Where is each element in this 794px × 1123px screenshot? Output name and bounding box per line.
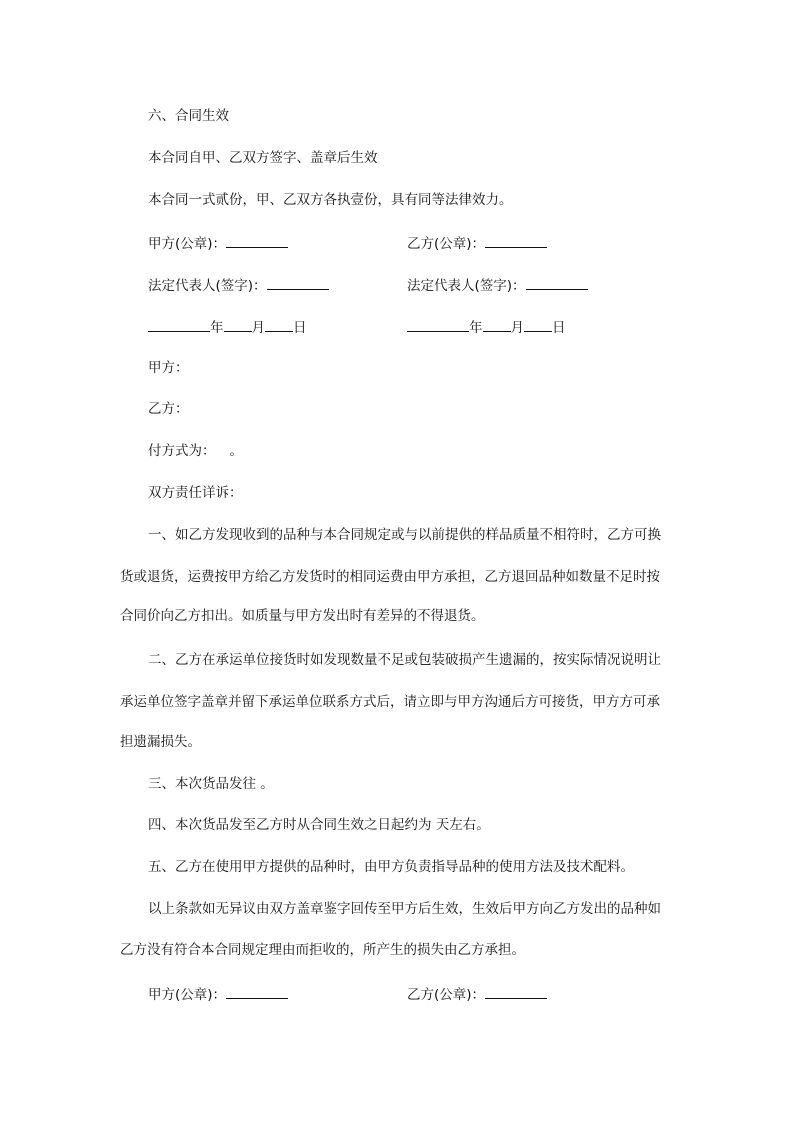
party-a-seal-row [148, 233, 288, 253]
party-a-label: 甲方： [148, 360, 189, 376]
party-a-rep-blank [267, 275, 329, 290]
party-b-rep-blank [526, 275, 588, 290]
party-b-seal-blank [485, 233, 547, 248]
day-label: 日 [552, 320, 566, 336]
party-b-label: 乙方： [148, 401, 189, 417]
payment-method [148, 442, 243, 460]
party-a-date-row [148, 317, 307, 337]
payment-label: 付方式为： [148, 443, 216, 459]
year-label: 年 [210, 320, 224, 336]
party-b-date-row [407, 317, 566, 337]
day-blank [524, 317, 552, 332]
bottom-party-a-seal-row [148, 984, 288, 1004]
party-b-rep-label: 法定代表人(签字)： [407, 278, 526, 294]
bottom-party-b-seal-row [407, 984, 547, 1004]
month-blank [224, 317, 252, 332]
year-blank [148, 317, 210, 332]
month-blank [483, 317, 511, 332]
duty-item-2-line-3: 担遗漏损失。 [120, 734, 201, 750]
duty-item-2-line-2: 承运单位签字盖章并留下承运单位联系方式后，请立即与甲方沟通后方可接货，甲方方可承 [120, 694, 660, 710]
copies-clause: 本合同一式贰份，甲、乙双方各执壹份，具有同等法律效力。 [148, 192, 513, 208]
party-a-rep-label: 法定代表人(签字)： [148, 278, 267, 294]
party-b-seal-row [407, 233, 547, 253]
bottom-party-a-seal-blank [226, 984, 288, 999]
party-a-rep-row [148, 275, 329, 295]
duty-item-1-line-3: 合同价向乙方扣出。如质量与甲方发出时有差异的不得退货。 [120, 608, 485, 624]
year-blank [407, 317, 469, 332]
party-b-seal-label: 乙方(公章)： [407, 236, 486, 252]
party-b-rep-row [407, 275, 588, 295]
bottom-party-b-seal-blank [485, 984, 547, 999]
effective-clause: 本合同自甲、乙双方签字、盖章后生效 [148, 150, 378, 166]
bottom-party-a-seal-label: 甲方(公章)： [148, 987, 227, 1003]
year-label: 年 [469, 320, 483, 336]
bottom-party-b-seal-label: 乙方(公章)： [407, 987, 486, 1003]
party-a-seal-label: 甲方(公章)： [148, 236, 227, 252]
duty-item-2-line-1: 二、乙方在承运单位接货时如发现数量不足或包装破损产生遗漏的，按实际情况说明让 [148, 652, 661, 668]
day-blank [265, 317, 293, 332]
duty-item-5: 五、乙方在使用甲方提供的品种时，由甲方负责指导品种的使用方法及技术配料。 [148, 859, 634, 875]
closing-line-2: 乙方没有符合本合同规定理由而拒收的，所产生的损失由乙方承担。 [120, 942, 525, 958]
day-label: 日 [293, 320, 307, 336]
duty-item-1-line-2: 货或退货，运费按甲方给乙方发货时的相同运费由甲方承担，乙方退回品种如数量不足时按 [120, 569, 660, 585]
duty-item-1-line-1: 一、如乙方发现收到的品种与本合同规定或与以前提供的样品质量不相符时，乙方可换 [148, 527, 661, 543]
closing-line-1: 以上条款如无异议由双方盖章鉴字回传至甲方后生效，生效后甲方向乙方发出的品种如 [148, 901, 661, 917]
party-a-seal-blank [226, 233, 288, 248]
section-heading: 六、合同生效 [148, 108, 229, 124]
duty-item-3: 三、本次货品发往 。 [148, 776, 274, 792]
duty-item-4: 四、本次货品发至乙方时从合同生效之日起约为 天左右。 [148, 817, 490, 833]
payment-end: 。 [229, 443, 243, 459]
month-label: 月 [510, 320, 524, 336]
month-label: 月 [251, 320, 265, 336]
duties-heading: 双方责任详诉： [148, 485, 243, 501]
